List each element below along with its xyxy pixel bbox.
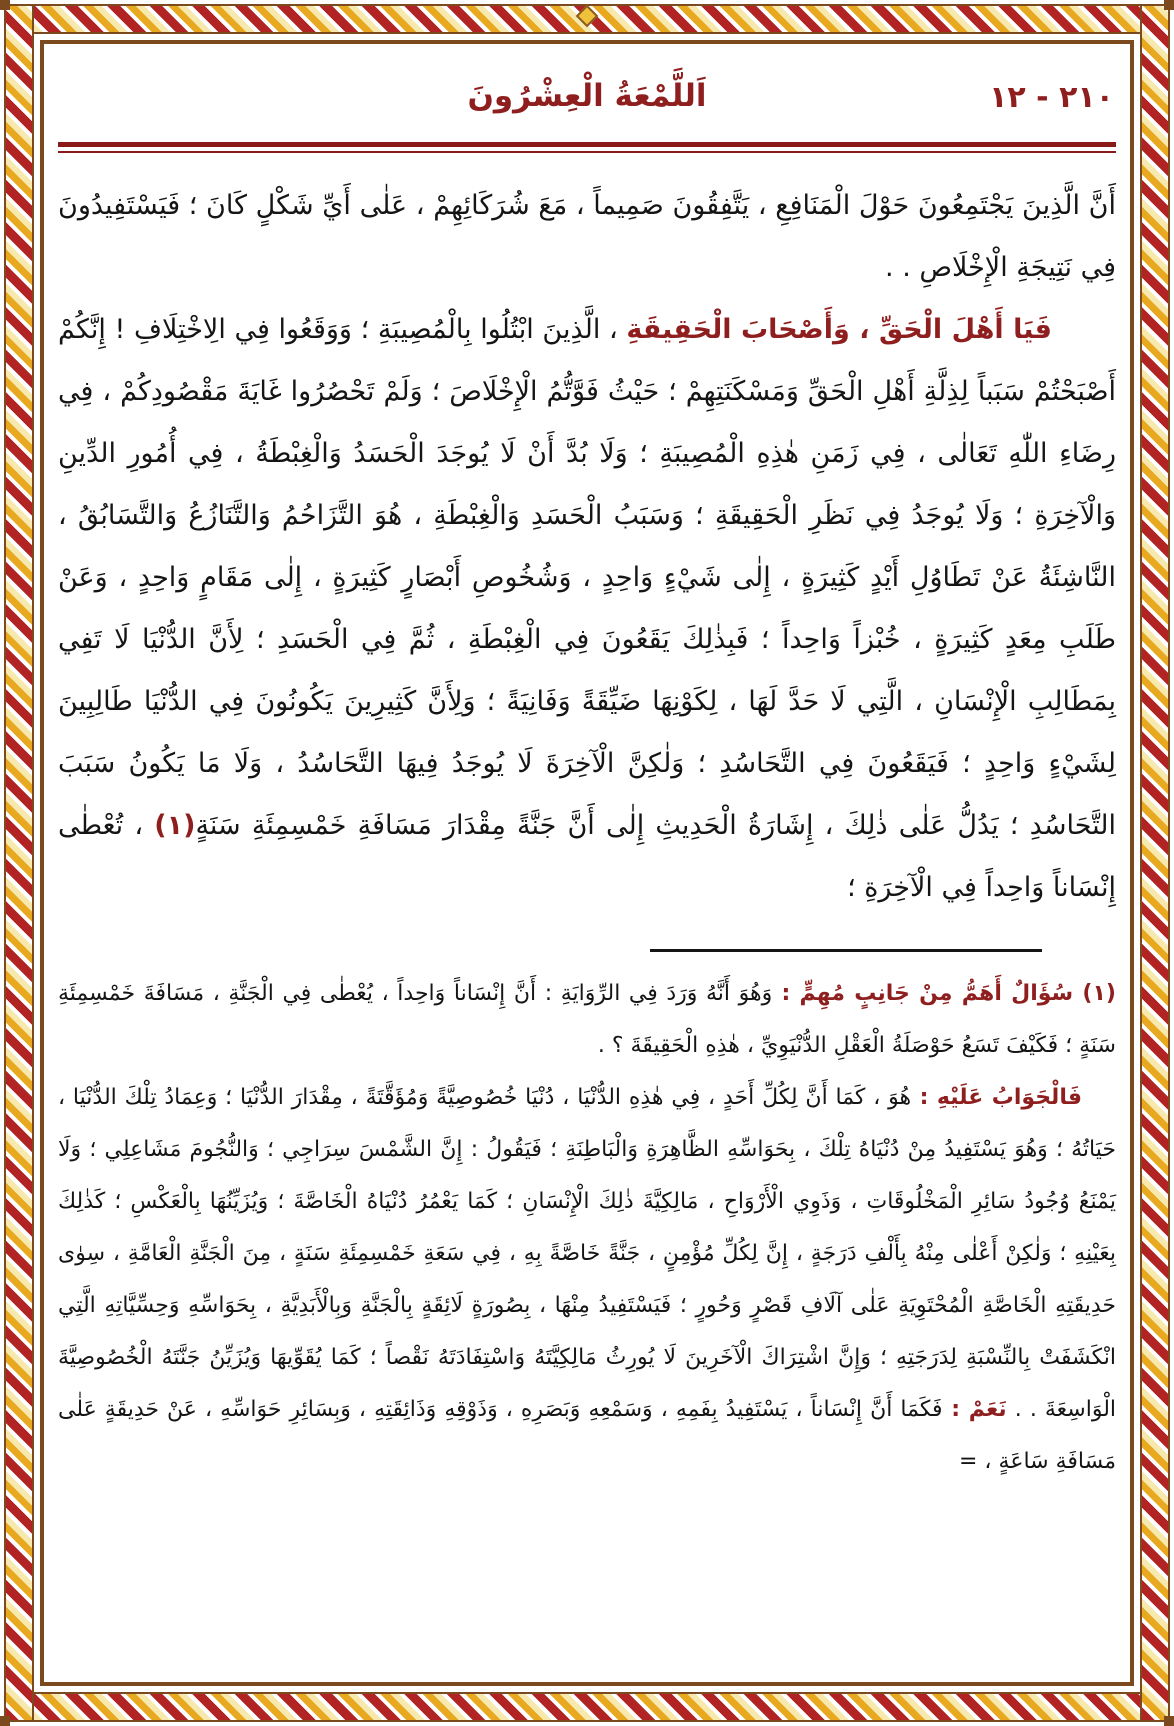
page-title: اَللَّمْعَةُ الْعِشْرُونَ: [467, 78, 707, 114]
red-emphasis-text: (١) سُؤَالٌ أَهَمُّ مِنْ جَانِبٍ مُهِمٍّ :: [772, 981, 1116, 1006]
ornamental-border-bottom: [4, 1692, 1170, 1722]
corner-ornament-icon: [0, 0, 10, 10]
page-header: [58, 62, 1116, 140]
text-segment: أَنَّ الَّذِينَ يَجْتَمِعُونَ حَوْلَ الْمَنَافِعِ ، يَتَّفِقُونَ صَمِيماً ، مَعَ شُرَكَائِهِمْ ، عَلٰى أَيِّ شَكْلٍ كَانَ ؛ فَيَسْتَفِيدُونَ فِي نَتِيجَةِ الْإِخْلَاصِ . .: [58, 190, 1116, 283]
red-emphasis-text: نَعَمْ :: [942, 1397, 1007, 1422]
page-number: ٢١٠ - ١٢: [989, 80, 1114, 115]
corner-ornament-icon: [1164, 0, 1174, 10]
red-emphasis-text: فَالْجَوَابُ عَلَيْهِ :: [911, 1085, 1082, 1110]
red-emphasis-text: فَيَا أَهْلَ الْحَقِّ ، وَأَصْحَابَ الْحَقِيقَةِ: [626, 314, 1052, 345]
corner-ornament-icon: [1164, 1716, 1174, 1726]
page-content: [58, 48, 1116, 1678]
ornamental-border-right: [1140, 4, 1170, 1722]
ornamental-border-left: [4, 4, 34, 1722]
text-segment: وَهُوَ أَنَّهُ وَرَدَ فِي الرِّوَايَةِ : أَنَّ إِنْسَاناً وَاحِداً ، يُعْطٰى فِي الْجَنَّةِ ، مَسَافَةَ خَمْسِمِئَةِ سَنَةٍ ؛ فَكَيْفَ تَسَعُ حَوْصَلَةُ الْعَقْلِ الدُّنْيَوِيِّ ، هٰذِهِ الْحَقِيقَةَ ؟ .: [58, 981, 1116, 1058]
text-segment: فَكَمَا أَنَّ إِنْسَاناً ، يَسْتَفِيدُ بِفَمِهِ ، وَسَمْعِهِ وَبَصَرِهِ ، وَذَوْقِهِ وَذَائِقَتِهِ ، وَبِسَائِرِ حَوَاسِّهِ ، عَنْ حَدِيقَةٍ عَلٰى مَسَافَةِ سَاعَةٍ ، =: [58, 1397, 1116, 1474]
text-segment: هُوَ ، كَمَا أَنَّ لِكُلِّ أَحَدٍ ، فِي هٰذِهِ الدُّنْيَا ، دُنْيَا خُصُوصِيَّةً وَمُؤَقَّتَةً ، مِقْدَارَ الدُّنْيَا ؛ وَعِمَادُ تِلْكَ الدُّنْيَا ، حَيَاتُهُ ؛ وَهُوَ يَسْتَفِيدُ مِنْ دُنْيَاهُ تِلْكَ ، بِحَوَاسِّهِ الظَّاهِرَةِ وَالْبَاطِنَةِ ؛ فَيَقُولُ : إِنَّ الشَّمْسَ سِرَاجِي ؛ وَالنُّجُومَ مَشَاعِلِي ؛ وَلَا يَمْنَعُ وُجُودُ سَائِرِ الْمَخْلُوقَاتِ ، وَذَوِي الْأَرْوَاحِ ، مَالِكِيَّةَ ذٰلِكَ الْإِنْسَانِ ؛ كَمَا يَعْمُرُ دُنْيَاهُ الْخَاصَّةَ ؛ وَيُزَيِّنُهَا بِالْعَكْسِ ؛ كَذٰلِكَ بِعَيْنِهِ ؛ وَلٰكِنْ أَعْلٰى مِنْهُ بِأَلْفِ دَرَجَةٍ ، إِنَّ لِكُلِّ مُؤْمِنٍ ، جَنَّةً خَاصَّةً بِهِ ، فِي سَعَةِ خَمْسِمِئَةِ سَنَةٍ ، مِنَ الْجَنَّةِ الْعَامَّةِ ، سِوٰى حَدِيقَتِهِ الْخَاصَّةِ الْمُحْتَوِيَةِ عَلٰى آلَافِ قَصْرٍ وَحُورٍ ؛ فَيَسْتَفِيدُ مِنْهَا ، بِصُورَةٍ لَائِقَةٍ بِالْجَنَّةِ وَبِالْأَبَدِيَّةِ ، بِحَوَاسِّهِ وَحِسِّيَّاتِهِ الَّتِي انْكَشَفَتْ بِالنِّسْبَةِ لِدَرَجَتِهِ ؛ وَإِنَّ اشْتِرَاكَ الْآخَرِينَ لَا يُورِثُ مَالِكِيَّتَهُ وَاسْتِفَادَتَهُ نَقْصاً ؛ كَمَا يُقَوِّيهَا وَيُزَيِّنُ جَنَّتَهُ الْخُصُوصِيَّةَ الْوَاسِعَةَ . .: [58, 1085, 1117, 1422]
red-emphasis-text: (١): [154, 810, 196, 841]
text-segment: ، الَّذِينَ ابْتُلُوا بِالْمُصِيبَةِ ؛ وَوَقَعُوا فِي الِاخْتِلَافِ ! إِنَّكُمْ أَصْبَحْتُمْ سَبَباً لِذِلَّةِ أَهْلِ الْحَقِّ وَمَسْكَنَتِهِمْ ؛ حَيْثُ فَوَّتُّمُ الْإِخْلَاصَ ؛ وَلَمْ تَحْصُرُوا غَايَةَ مَقْصُودِكُمْ ، فِي رِضَاءِ اللّٰهِ تَعَالٰى ، فِي زَمَنِ هٰذِهِ الْمُصِيبَةِ ؛ وَلَا بُدَّ أَنْ لَا يُوجَدَ الْحَسَدُ وَالْغِبْطَةُ ، فِي أُمُورِ الدِّينِ وَالْآخِرَةِ ؛ وَلَا يُوجَدُ فِي نَظَرِ الْحَقِيقَةِ ؛ وَسَبَبُ الْحَسَدِ وَالْغِبْطَةِ ، هُوَ التَّزَاحُمُ وَالتَّنَازُعُ وَالتَّسَابُقُ ، النَّاشِئَةُ عَنْ تَطَاوُلِ أَيْدٍ كَثِيرَةٍ ، إِلٰى شَيْءٍ وَاحِدٍ ، وَشُخُوصِ أَبْصَارٍ كَثِيرَةٍ ، إِلٰى مَقَامٍ وَاحِدٍ ، وَعَنْ طَلَبِ مِعَدٍ كَثِيرَةٍ ، خُبْزاً وَاحِداً ؛ فَبِذٰلِكَ يَقَعُونَ فِي الْغِبْطَةِ ، ثُمَّ فِي الْحَسَدِ ؛ لِأَنَّ الدُّنْيَا لَا تَفِي بِمَطَالِبِ الْإِنْسَانِ ، الَّتِي لَا حَدَّ لَهَا ، لِكَوْنِهَا ضَيِّقَةً وَفَانِيَةً ؛ وَلِأَنَّ كَثِيرِينَ يَكُونُونَ فِي الدُّنْيَا طَالِبِينَ لِشَيْءٍ وَاحِدٍ ؛ فَيَقَعُونَ فِي التَّحَاسُدِ ؛ وَلٰكِنَّ الْآخِرَةَ لَا يُوجَدُ فِيهَا التَّحَاسُدُ ، وَلَا مَا يَكُونُ سَبَبَ التَّحَاسُدِ ؛ يَدُلُّ عَلٰى ذٰلِكَ ، إِشَارَةُ الْحَدِيثِ إِلٰى أَنَّ جَنَّةً مِقْدَارَ مَسَافَةِ خَمْسِمِئَةِ سَنَةٍ: [58, 314, 1116, 841]
header-double-rule: [58, 142, 1116, 153]
text-segment: ، تُعْطٰى إِنْسَاناً وَاحِداً فِي الْآخِرَةِ ؛: [58, 810, 1116, 903]
body-paragraph: [58, 299, 1116, 919]
footnote-block: [58, 968, 1116, 1488]
footnote-separator-rule: [650, 949, 1042, 952]
corner-ornament-icon: [0, 1716, 10, 1726]
footnote-paragraph: [58, 1072, 1116, 1488]
body-text: [58, 175, 1116, 919]
body-paragraph: [58, 175, 1116, 299]
footnote-paragraph: [58, 968, 1116, 1072]
